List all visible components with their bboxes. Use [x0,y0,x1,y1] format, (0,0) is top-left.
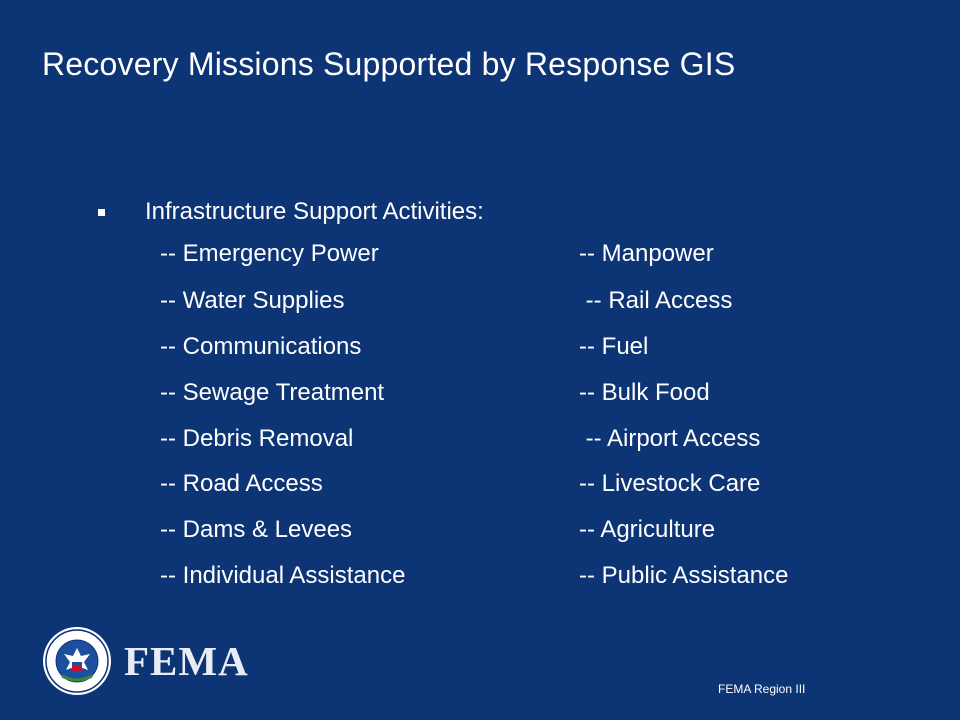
list-item: -- Agriculture [579,516,716,543]
list-item: -- Sewage Treatment [160,379,385,406]
list-item: -- Manpower [579,240,714,267]
fema-wordmark: FEMA [124,638,249,684]
list-item: -- Water Supplies [160,287,345,314]
dhs-seal-icon [42,626,112,696]
slide-title: Recovery Missions Supported by Response GIS [42,46,736,82]
footer-region-label: FEMA Region III [718,682,806,696]
list-item: -- Airport Access [579,425,761,452]
bullet-heading-row [98,192,484,232]
square-bullet-icon [98,209,105,216]
fema-logo [42,626,249,696]
list-item: -- Bulk Food [579,379,710,406]
list-item: -- Livestock Care [579,470,761,497]
list-item: -- Fuel [579,333,649,360]
list-item: -- Debris Removal [160,425,354,452]
bullet-heading: Infrastructure Support Activities: [145,198,484,225]
list-item: -- Rail Access [579,287,733,314]
list-item: -- Emergency Power [160,240,379,267]
list-item: -- Dams & Levees [160,516,353,543]
list-item: -- Communications [160,333,362,360]
list-item: -- Individual Assistance [160,562,406,589]
list-item: -- Road Access [160,470,323,497]
list-item: -- Public Assistance [579,562,789,589]
